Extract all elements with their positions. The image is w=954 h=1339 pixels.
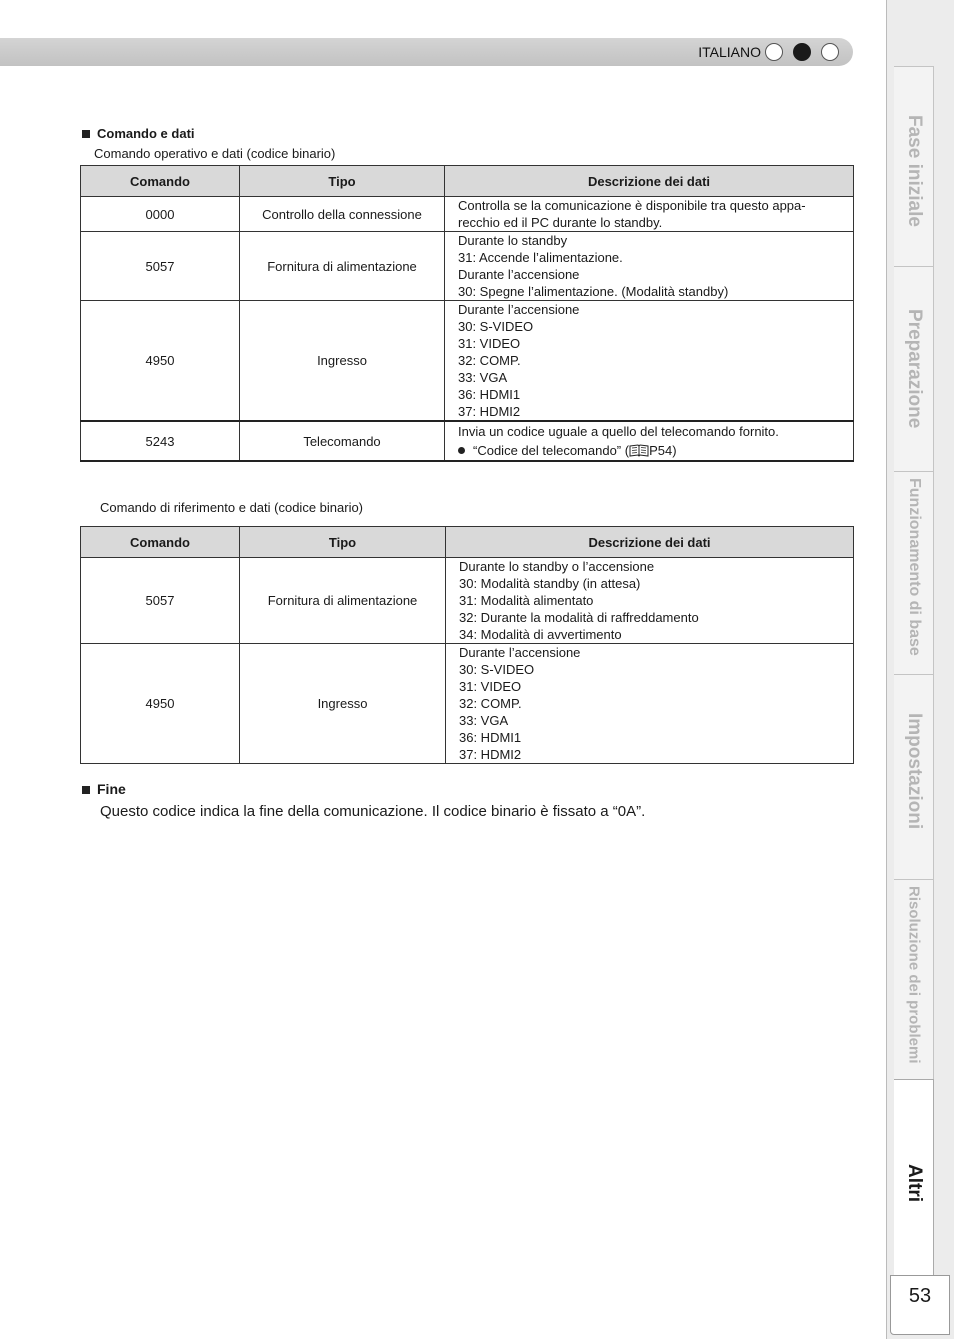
description-line: 31: Modalità alimentato xyxy=(459,593,594,608)
side-tab-preparazione[interactable] xyxy=(894,266,934,471)
description-line: 32: COMP. xyxy=(459,696,522,711)
description-line: 30: Spegne l’alimentazione. (Modalità standby) xyxy=(458,284,729,299)
table-row xyxy=(81,421,854,461)
description-line: 32: Durante la modalità di raffreddamento xyxy=(459,610,699,625)
side-tab-impostazioni[interactable] xyxy=(894,674,934,879)
reference-note: “Codice del telecomando” ( P54) xyxy=(458,442,851,459)
table-row xyxy=(81,558,854,644)
command-code: 5243 xyxy=(81,421,240,461)
command-description xyxy=(445,232,854,301)
description-line: Durante lo standby o l’accensione xyxy=(459,559,655,574)
description-line: recchio ed il PC durante lo standby. xyxy=(458,215,663,230)
section1-subtitle: Comando operativo e dati (codice binario) xyxy=(94,146,336,161)
command-description xyxy=(446,644,854,764)
square-bullet-icon xyxy=(82,130,90,138)
side-tab-label: Preparazione xyxy=(904,309,925,429)
book-reference-icon[interactable] xyxy=(629,444,649,457)
description-line: 33: VGA xyxy=(459,713,509,728)
description-line: 31: Accende l’alimentazione. xyxy=(458,250,623,265)
command-type: Fornitura di alimentazione xyxy=(240,232,445,301)
indicator-dot-1 xyxy=(765,43,783,61)
command-type: Telecomando xyxy=(240,421,445,461)
section-title-comando-e-dati: Comando e dati xyxy=(82,126,195,141)
language-label: ITALIANO xyxy=(698,44,761,60)
side-tab-risoluzione-dei-problemi[interactable] xyxy=(894,879,934,1079)
description-line: 37: HDMI2 xyxy=(458,404,521,419)
table-row xyxy=(81,232,854,301)
description-line: Durante l’accensione xyxy=(458,267,580,282)
side-tab-altri[interactable] xyxy=(894,1079,934,1275)
description-line: 34: Modalità di avvertimento xyxy=(459,627,622,642)
description-line: Durante l’accensione xyxy=(458,302,580,317)
command-code: 5057 xyxy=(81,558,240,644)
command-type: Controllo della connessione xyxy=(240,197,445,232)
command-type: Ingresso xyxy=(240,644,446,764)
column-header-tipo: Tipo xyxy=(240,166,445,197)
side-tab-funzionamento-di-base[interactable] xyxy=(894,471,934,674)
side-tab-label: Risoluzione dei problemi xyxy=(905,886,923,1064)
description-line: 31: VIDEO xyxy=(459,679,522,694)
side-tab-label: Impostazioni xyxy=(904,713,925,830)
description-line: 30: Modalità standby (in attesa) xyxy=(459,576,641,591)
command-code: 5057 xyxy=(81,232,240,301)
description-line: Invia un codice uguale a quello del telecomando fornito. xyxy=(458,424,779,439)
command-description xyxy=(445,197,854,232)
side-tab-label: Funzionamento di base xyxy=(906,478,923,656)
column-header-comando: Comando xyxy=(81,166,240,197)
section2-subtitle: Comando di riferimento e dati (codice binario) xyxy=(100,500,364,515)
round-bullet-icon xyxy=(458,447,465,454)
description-line: Durante lo standby xyxy=(458,233,568,248)
column-header-descrizione: Descrizione dei dati xyxy=(445,166,854,197)
page-number: 53 xyxy=(890,1275,950,1335)
command-code: 4950 xyxy=(81,644,240,764)
side-tab-label: Altri xyxy=(904,1164,925,1202)
command-description xyxy=(446,558,854,644)
description-line: 32: COMP. xyxy=(458,353,521,368)
indicator-dot-3 xyxy=(821,43,839,61)
table-row xyxy=(81,197,854,232)
description-line: 30: S-VIDEO xyxy=(458,319,534,334)
command-code: 4950 xyxy=(81,301,240,422)
command-type: Ingresso xyxy=(240,301,445,422)
side-tab-label: Fase iniziale xyxy=(904,115,925,227)
operation-command-table xyxy=(80,165,854,462)
description-line: 33: VGA xyxy=(458,370,508,385)
description-line: Durante l’accensione xyxy=(459,645,581,660)
description-line: 37: HDMI2 xyxy=(459,747,522,762)
command-type: Fornitura di alimentazione xyxy=(240,558,446,644)
description-line: Controlla se la comunicazione è disponibile tra questo appa- xyxy=(458,198,806,213)
header-bar xyxy=(0,38,853,66)
column-header-descrizione: Descrizione dei dati xyxy=(446,527,854,558)
description-line: 36: HDMI1 xyxy=(458,387,521,402)
column-header-comando: Comando xyxy=(81,527,240,558)
indicator-dot-2 xyxy=(793,43,811,61)
command-code: 0000 xyxy=(81,197,240,232)
description-line: 30: S-VIDEO xyxy=(459,662,535,677)
end-description: Questo codice indica la fine della comunicazione. Il codice binario è fissato a “0A”. xyxy=(100,803,646,820)
description-line: 36: HDMI1 xyxy=(459,730,522,745)
table-row xyxy=(81,644,854,764)
command-description xyxy=(445,301,854,422)
square-bullet-icon xyxy=(82,786,90,794)
command-description xyxy=(445,421,854,461)
side-tab-fase-iniziale[interactable] xyxy=(894,66,934,266)
column-header-tipo: Tipo xyxy=(240,527,446,558)
table-row xyxy=(81,301,854,422)
section-title-fine: Fine xyxy=(82,781,126,797)
description-line: 31: VIDEO xyxy=(458,336,521,351)
reference-command-table xyxy=(80,526,854,764)
